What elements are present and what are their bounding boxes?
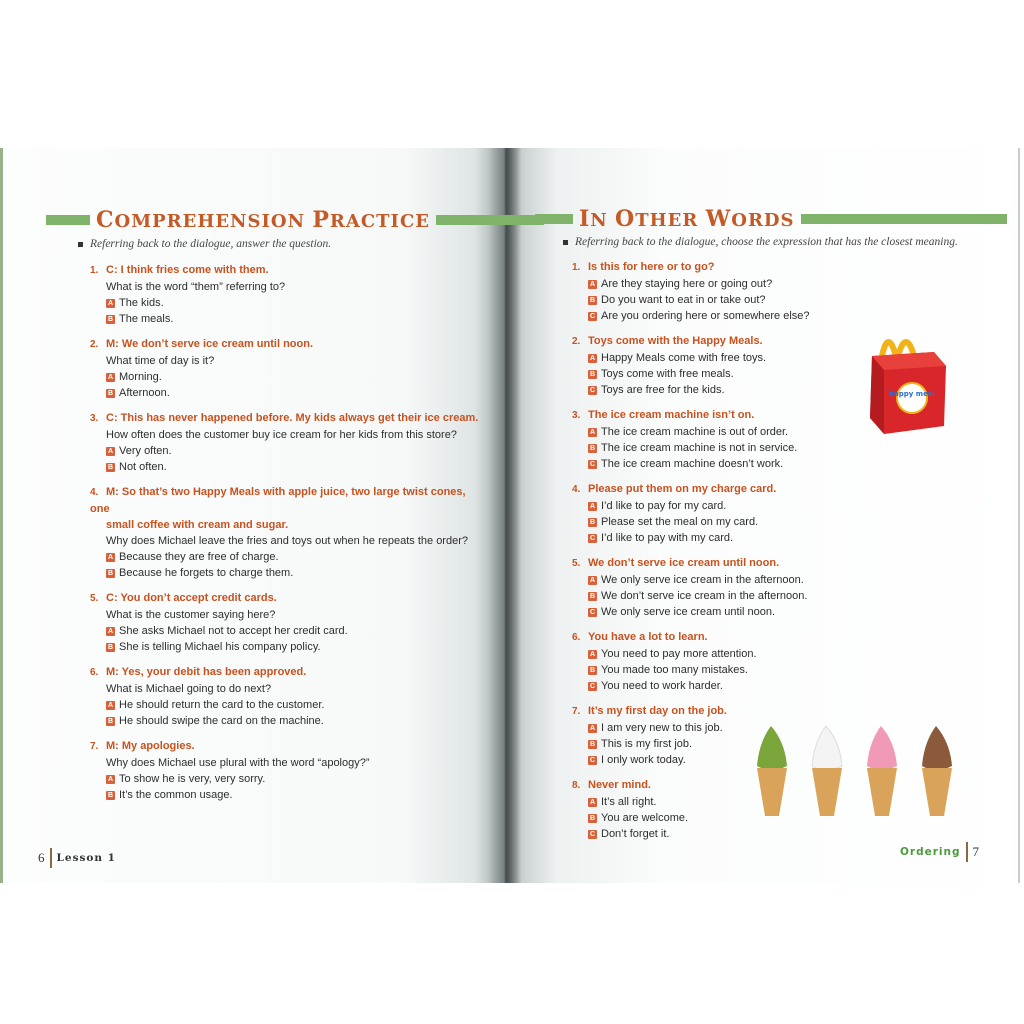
option-text: The ice cream machine is not in service. <box>601 442 798 454</box>
question-text: What time of day is it? <box>106 355 215 367</box>
option-text: He should swipe the card on the machine. <box>119 715 324 727</box>
answer-option <box>588 588 872 604</box>
question-number: 5. <box>90 593 99 604</box>
question-number: 2. <box>90 339 99 350</box>
option-letter-icon: C <box>589 534 596 542</box>
option-letter-icon: A <box>107 701 114 709</box>
answer-option <box>106 771 485 787</box>
option-letter-icon: B <box>107 569 114 577</box>
option-letter-icon: A <box>589 428 596 436</box>
option-text: She is telling Michael his company policy. <box>119 641 321 653</box>
happy-meal-box-icon <box>868 326 948 436</box>
option-letter-icon: C <box>589 386 596 394</box>
option-text: To show he is very, very sorry. <box>119 773 266 785</box>
option-letter-icon: C <box>589 608 596 616</box>
ice-cream-cones-icon <box>748 722 958 822</box>
question-prompt: M: My apologies. <box>106 740 195 752</box>
question-number: 3. <box>572 410 581 421</box>
question-item <box>572 333 872 398</box>
question-prompt: You have a lot to learn. <box>588 631 708 643</box>
bullet-square-icon <box>563 240 568 245</box>
question-number: 4. <box>90 487 99 498</box>
question-number: 8. <box>572 780 581 791</box>
option-text: It’s all right. <box>601 796 657 808</box>
answer-option <box>106 713 485 729</box>
question-text: What is the customer saying here? <box>106 609 276 621</box>
option-letter-icon: B <box>107 643 114 651</box>
answer-option <box>588 382 872 398</box>
option-text: We only serve ice cream until noon. <box>601 606 776 618</box>
bullet-square-icon <box>78 242 83 247</box>
option-letter-icon: B <box>589 592 596 600</box>
question-number: 4. <box>572 484 581 495</box>
option-text: Please set the meal on my card. <box>601 516 759 528</box>
option-letter-icon: A <box>589 576 596 584</box>
question-item <box>572 259 872 324</box>
option-text: Don’t forget it. <box>601 828 670 840</box>
answer-option <box>588 498 872 514</box>
answer-option <box>588 276 872 292</box>
question-text: What is Michael going to do next? <box>106 683 272 695</box>
question-item <box>572 629 872 694</box>
option-text: Morning. <box>119 371 162 383</box>
option-text: Do you want to eat in or take out? <box>601 294 766 306</box>
option-text: Because they are free of charge. <box>119 551 279 563</box>
question-number: 1. <box>90 265 99 276</box>
option-text: Very often. <box>119 445 172 457</box>
option-text: You are welcome. <box>601 812 689 824</box>
option-letter-icon: B <box>589 444 596 452</box>
answer-option <box>588 350 872 366</box>
question-number: 3. <box>90 413 99 424</box>
question-item <box>90 484 485 581</box>
option-letter-icon: A <box>589 280 596 288</box>
answer-option <box>588 662 872 678</box>
option-letter-icon: B <box>107 315 114 323</box>
option-letter-icon: B <box>107 717 114 725</box>
question-prompt: Toys come with the Happy Meals. <box>588 335 763 347</box>
answer-option <box>588 292 872 308</box>
question-prompt: Never mind. <box>588 779 651 791</box>
option-letter-icon: B <box>589 814 596 822</box>
option-text: Toys come with free meals. <box>601 368 734 380</box>
option-text: I’d like to pay with my card. <box>601 532 734 544</box>
question-item <box>90 664 485 729</box>
option-text: The ice cream machine doesn’t work. <box>601 458 784 470</box>
option-text: I am very new to this job. <box>601 722 723 734</box>
answer-option <box>106 623 485 639</box>
question-text: Why does Michael use plural with the word “apology?” <box>106 757 370 769</box>
option-letter-icon: B <box>107 389 114 397</box>
option-letter-icon: B <box>589 666 596 674</box>
option-text: I only work today. <box>601 754 686 766</box>
answer-option <box>106 443 485 459</box>
option-text: This is my first job. <box>601 738 693 750</box>
question-item <box>90 590 485 655</box>
option-letter-icon: C <box>589 756 596 764</box>
option-letter-icon: A <box>107 553 114 561</box>
right-footer <box>900 842 979 862</box>
option-text: Afternoon. <box>119 387 170 399</box>
question-prompt: M: So that’s two Happy Meals with apple juice, two large twist cones, one <box>90 486 466 515</box>
answer-option <box>106 459 485 475</box>
answer-option <box>588 456 872 472</box>
question-prompt: Please put them on my charge card. <box>588 483 777 495</box>
answer-option <box>588 678 872 694</box>
option-text: Happy Meals come with free toys. <box>601 352 767 364</box>
answer-option <box>106 549 485 565</box>
option-letter-icon: A <box>107 447 114 455</box>
option-text: Not often. <box>119 461 167 473</box>
option-text: Toys are free for the kids. <box>601 384 725 396</box>
option-letter-icon: A <box>589 798 596 806</box>
option-letter-icon: A <box>589 650 596 658</box>
question-number: 6. <box>90 667 99 678</box>
option-text: I’d like to pay for my card. <box>601 500 727 512</box>
option-text: You need to pay more attention. <box>601 648 757 660</box>
question-text: Why does Michael leave the fries and toys out when he repeats the order? <box>106 535 468 547</box>
answer-option <box>588 826 872 842</box>
book-gutter <box>488 148 522 883</box>
option-letter-icon: B <box>107 463 114 471</box>
option-letter-icon: A <box>589 724 596 732</box>
answer-option <box>106 311 485 327</box>
right-instruction: Referring back to the dialogue, choose the expression that has the closest meaning. <box>563 236 958 248</box>
question-number: 2. <box>572 336 581 347</box>
option-letter-icon: A <box>589 354 596 362</box>
answer-option <box>588 530 872 546</box>
question-prompt: Is this for here or to go? <box>588 261 715 273</box>
question-prompt: M: Yes, your debit has been approved. <box>106 666 307 678</box>
question-item <box>90 738 485 803</box>
ordering-label: Ordering <box>900 846 961 858</box>
question-prompt-continued: small coffee with cream and sugar. <box>106 519 289 531</box>
answer-option <box>588 308 872 324</box>
option-text: Are they staying here or going out? <box>601 278 773 290</box>
question-number: 6. <box>572 632 581 643</box>
answer-option <box>106 639 485 655</box>
question-item <box>90 262 485 327</box>
right-section-title: IN OTHER WORDS <box>579 206 795 232</box>
answer-option <box>106 697 485 713</box>
question-item <box>90 336 485 401</box>
question-prompt: M: We don’t serve ice cream until noon. <box>106 338 314 350</box>
option-text: Because he forgets to charge them. <box>119 567 294 579</box>
question-number: 1. <box>572 262 581 273</box>
happy-meal-logo-text: happy meal <box>889 390 935 398</box>
question-prompt: C: This has never happened before. My kids always get their ice cream. <box>106 412 479 424</box>
answer-option <box>106 369 485 385</box>
option-letter-icon: B <box>589 296 596 304</box>
option-text: He should return the card to the customer. <box>119 699 325 711</box>
answer-option <box>588 424 872 440</box>
option-text: The ice cream machine is out of order. <box>601 426 789 438</box>
question-item <box>90 410 485 475</box>
option-letter-icon: B <box>589 370 596 378</box>
option-letter-icon: A <box>107 627 114 635</box>
lesson-label: Lesson 1 <box>56 852 116 864</box>
left-section-header <box>46 207 544 233</box>
option-letter-icon: C <box>589 460 596 468</box>
question-prompt: The ice cream machine isn’t on. <box>588 409 755 421</box>
question-text: What is the word “them” referring to? <box>106 281 286 293</box>
question-item <box>572 555 872 620</box>
left-page-number: 6 <box>38 850 45 865</box>
left-instruction: Referring back to the dialogue, answer the question. <box>78 238 331 250</box>
option-letter-icon: C <box>589 312 596 320</box>
option-letter-icon: A <box>589 502 596 510</box>
right-section-header <box>535 206 1007 232</box>
option-text: You made too many mistakes. <box>601 664 748 676</box>
right-page-number: 7 <box>972 844 980 859</box>
question-prompt: We don’t serve ice cream until noon. <box>588 557 780 569</box>
option-letter-icon: C <box>589 830 596 838</box>
answer-option <box>588 646 872 662</box>
question-number: 7. <box>572 706 581 717</box>
left-footer <box>38 848 116 868</box>
option-letter-icon: C <box>589 682 596 690</box>
option-letter-icon: A <box>107 299 114 307</box>
answer-option <box>106 787 485 803</box>
answer-option <box>106 295 485 311</box>
option-letter-icon: B <box>589 740 596 748</box>
left-section-title: COMPREHENSION PRACTICE <box>96 207 431 233</box>
answer-option <box>588 440 872 456</box>
option-letter-icon: B <box>589 518 596 526</box>
option-text: The meals. <box>119 313 174 325</box>
option-text: We only serve ice cream in the afternoon. <box>601 574 804 586</box>
question-prompt: C: I think fries come with them. <box>106 264 269 276</box>
question-item <box>572 407 872 472</box>
option-text: It’s the common usage. <box>119 789 233 801</box>
question-item <box>572 481 872 546</box>
option-text: She asks Michael not to accept her credit card. <box>119 625 348 637</box>
option-letter-icon: A <box>107 775 114 783</box>
question-prompt: C: You don’t accept credit cards. <box>106 592 277 604</box>
option-text: We don’t serve ice cream in the afternoon. <box>601 590 808 602</box>
answer-option <box>588 572 872 588</box>
option-text: Are you ordering here or somewhere else? <box>601 310 810 322</box>
answer-option <box>588 604 872 620</box>
answer-option <box>588 366 872 382</box>
option-letter-icon: B <box>107 791 114 799</box>
answer-option <box>588 514 872 530</box>
left-question-list <box>90 262 485 812</box>
question-prompt: It’s my first day on the job. <box>588 705 727 717</box>
question-number: 5. <box>572 558 581 569</box>
option-text: The kids. <box>119 297 164 309</box>
option-text: You need to work harder. <box>601 680 723 692</box>
option-letter-icon: A <box>107 373 114 381</box>
question-number: 7. <box>90 741 99 752</box>
answer-option <box>106 385 485 401</box>
answer-option <box>106 565 485 581</box>
question-text: How often does the customer buy ice cream for her kids from this store? <box>106 429 457 441</box>
